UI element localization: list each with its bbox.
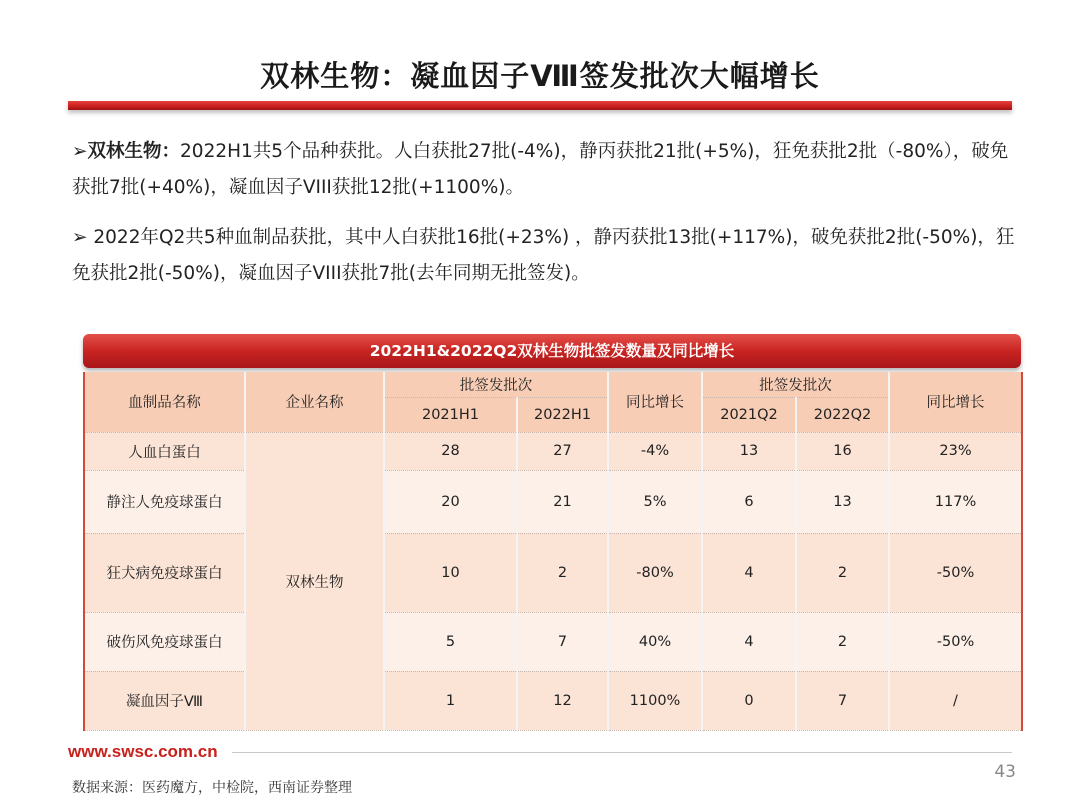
header-2022h1: 2022H1 (517, 397, 608, 432)
cell-yoy-h1: 40% (608, 612, 702, 671)
cell-h1-2021: 10 (384, 533, 517, 612)
cell-h1-2022: 7 (517, 612, 608, 671)
title-underline-bar (68, 101, 1012, 110)
cell-yoy-h1: -80% (608, 533, 702, 612)
table-caption: 2022H1&2022Q2双林生物批签发数量及同比增长 (83, 334, 1021, 368)
header-company: 企业名称 (245, 372, 384, 432)
cell-h1-2022: 2 (517, 533, 608, 612)
bullet-arrow-icon: ➢ (72, 141, 88, 162)
cell-yoy-q2: -50% (889, 533, 1022, 612)
cell-q2-2022: 2 (796, 533, 889, 612)
cell-yoy-h1: 5% (608, 470, 702, 533)
data-source-note: 数据来源：医药魔方，中检院，西南证券整理 (72, 780, 352, 796)
paragraph-2 (72, 220, 1017, 292)
cell-q2-2022: 2 (796, 612, 889, 671)
cell-product: 人血白蛋白 (84, 432, 245, 470)
table-row (84, 671, 1022, 730)
cell-yoy-h1: 1100% (608, 671, 702, 730)
cell-h1-2022: 12 (517, 671, 608, 730)
header-2021q2: 2021Q2 (702, 397, 796, 432)
header-group-q2: 批签发批次 (702, 372, 889, 397)
cell-h1-2021: 28 (384, 432, 517, 470)
cell-product: 狂犬病免疫球蛋白 (84, 533, 245, 612)
cell-yoy-q2: -50% (889, 612, 1022, 671)
cell-h1-2022: 27 (517, 432, 608, 470)
cell-yoy-q2: 117% (889, 470, 1022, 533)
page-number: 43 (994, 762, 1016, 782)
header-product: 血制品名称 (84, 372, 245, 432)
cell-q2-2021: 6 (702, 470, 796, 533)
cell-product: 破伤风免疫球蛋白 (84, 612, 245, 671)
paragraph-1-bold: 双林生物： (87, 141, 181, 162)
cell-h1-2021: 5 (384, 612, 517, 671)
header-2022q2: 2022Q2 (796, 397, 889, 432)
cell-q2-2021: 0 (702, 671, 796, 730)
cell-h1-2021: 1 (384, 671, 517, 730)
cell-h1-2022: 21 (517, 470, 608, 533)
cell-product: 凝血因子Ⅷ (84, 671, 245, 730)
slide-title: 双林生物：凝血因子Ⅷ签发批次大幅增长 (260, 59, 820, 93)
paragraph-2-text: 2022年Q2共5种血制品获批，其中人白获批16批(+23%) ，静丙获批13批(+117%)，破免获批2批(-50%)，狂免获批2批(-50%)，凝血因子VIII获批7批(去年同期无批签发)。 (72, 227, 1015, 284)
cell-q2-2021: 13 (702, 432, 796, 470)
footer-divider (232, 752, 1012, 753)
bullet-arrow-icon: ➢ (72, 227, 88, 248)
table-row (84, 470, 1022, 533)
cell-yoy-h1: -4% (608, 432, 702, 470)
table-row (84, 533, 1022, 612)
cell-q2-2022: 7 (796, 671, 889, 730)
batch-issuance-table (83, 372, 1023, 731)
cell-q2-2021: 4 (702, 533, 796, 612)
header-group-h1: 批签发批次 (384, 372, 608, 397)
footer-website-link[interactable]: www.swsc.com.cn (68, 742, 218, 761)
cell-q2-2022: 13 (796, 470, 889, 533)
cell-q2-2022: 16 (796, 432, 889, 470)
header-yoy-q2: 同比增长 (889, 372, 1022, 432)
paragraph-1-text: 2022H1共5个品种获批。人白获批27批(-4%)，静丙获批21批(+5%)，狂免获批2批（-80%），破免获批7批(+40%)，凝血因子VIII获批12批(+1100%)。 (72, 141, 1009, 198)
header-2021h1: 2021H1 (384, 397, 517, 432)
table-row (84, 612, 1022, 671)
table-row (84, 432, 1022, 470)
cell-yoy-q2: / (889, 671, 1022, 730)
cell-h1-2021: 20 (384, 470, 517, 533)
cell-product: 静注人免疫球蛋白 (84, 470, 245, 533)
cell-company: 双林生物 (245, 432, 384, 730)
paragraph-1 (72, 134, 1017, 206)
header-yoy-h1: 同比增长 (608, 372, 702, 432)
cell-q2-2021: 4 (702, 612, 796, 671)
cell-yoy-q2: 23% (889, 432, 1022, 470)
